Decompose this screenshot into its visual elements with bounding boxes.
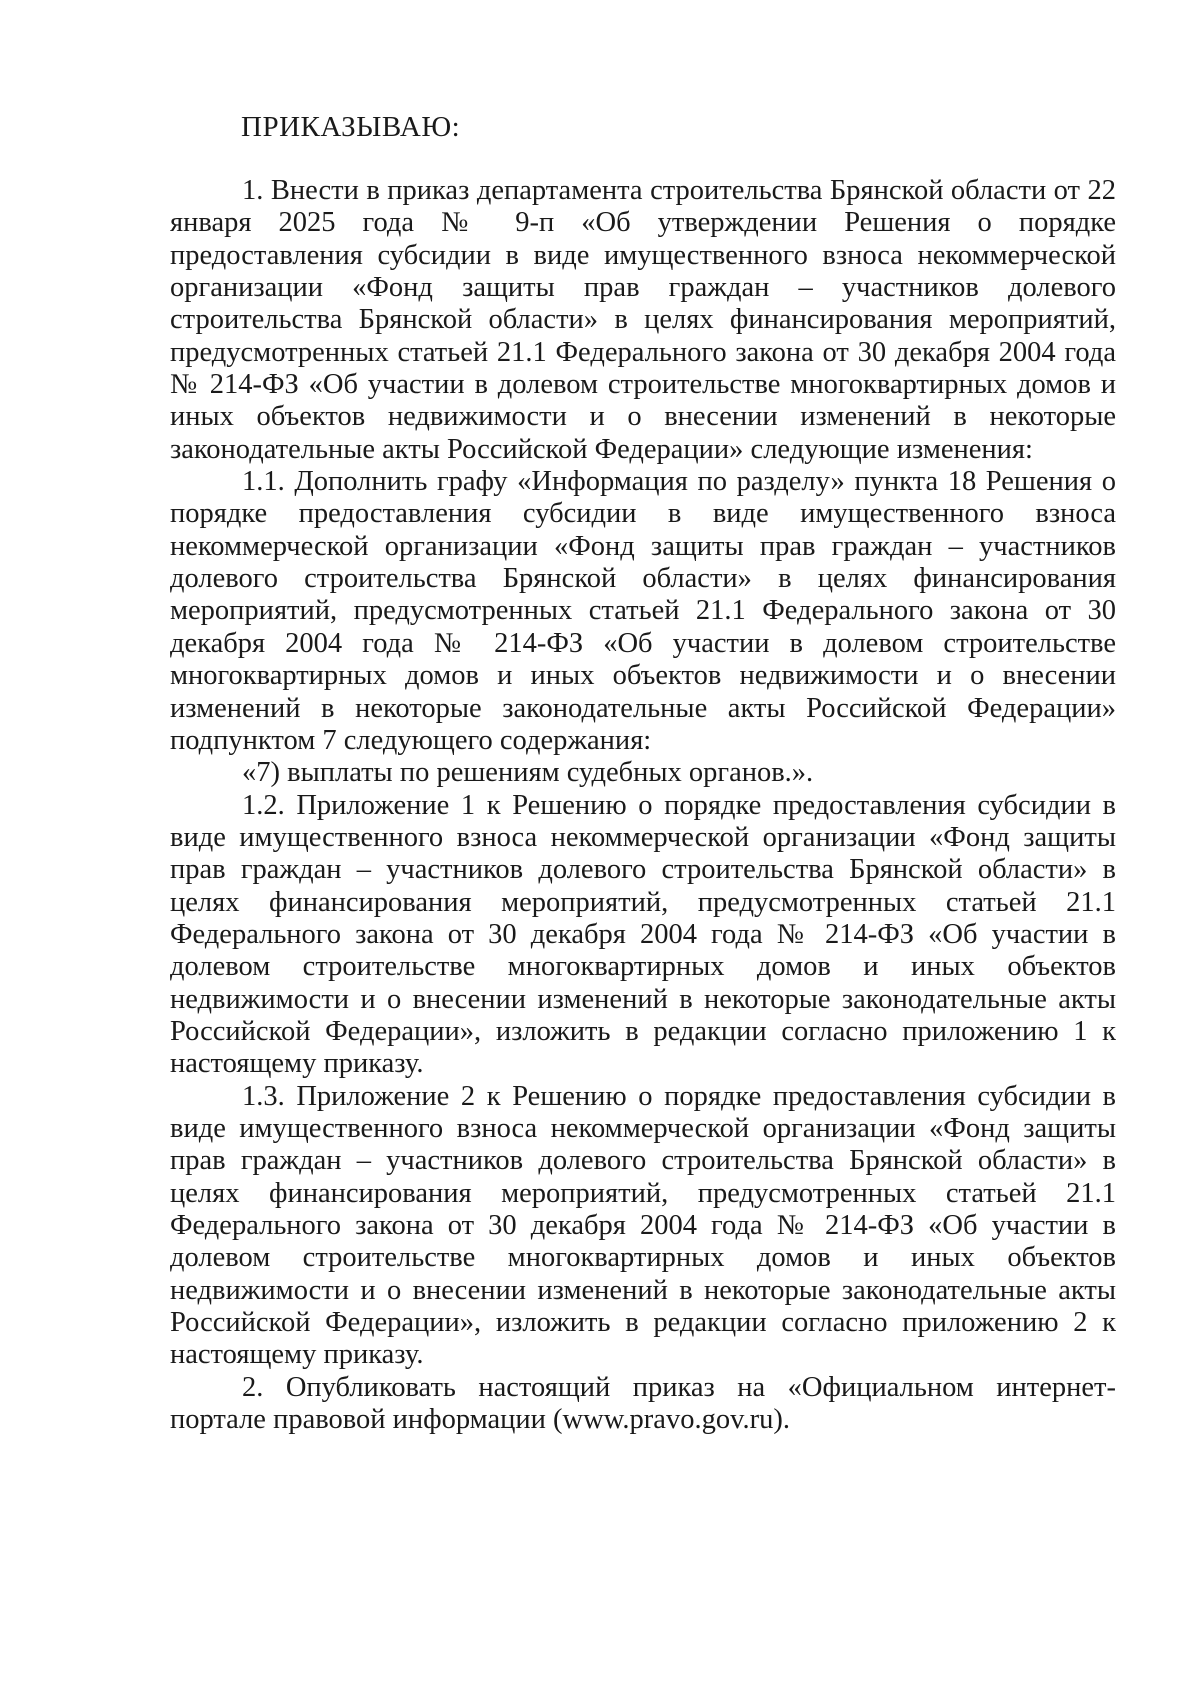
paragraph-item-2: 2. Опубликовать настоящий приказ на «Официальном интернет-портале правовой информации (www.pravo.gov.ru). [170, 1371, 1116, 1436]
paragraph-item-1-1: 1.1. Дополнить графу «Информация по разделу» пункта 18 Решения о порядке предоставления субсидии в виде имущественного взноса некоммерческой организации «Фонд защиты прав граждан – участников долевого строительства Брянской области» в целях финансирования мероприятий, предусмотренных статьей 21.1 Федерального закона от 30 декабря 2004 года № 214-ФЗ «Об участии в долевом строительстве многоквартирных домов и иных объектов недвижимости и о внесении изменений в некоторые законодательные акты Российской Федерации» подпунктом 7 следующего содержания: [170, 466, 1116, 756]
document-body [170, 175, 1116, 1436]
paragraph-item-1-3: 1.3. Приложение 2 к Решению о порядке предоставления субсидии в виде имущественного взноса некоммерческой организации «Фонд защиты прав граждан – участников долевого строительства Брянской области» в целях финансирования мероприятий, предусмотренных статьей 21.1 Федерального закона от 30 декабря 2004 года № 214-ФЗ «Об участии в долевом строительстве многоквартирных домов и иных объектов недвижимости и о внесении изменений в некоторые законодательные акты Российской Федерации», изложить в редакции согласно приложению 2 к настоящему приказу. [170, 1080, 1116, 1371]
paragraph-quote-subitem-7: «7) выплаты по решениям судебных органов.». [242, 757, 814, 789]
order-heading: ПРИКАЗЫВАЮ: [241, 111, 461, 143]
paragraph-item-1: 1. Внести в приказ департамента строительства Брянской области от 22 января 2025 года № 9-п «Об утверждении Решения о порядке предоставления субсидии в виде имущественного взноса некоммерческой организации «Фонд защиты прав граждан – участников долевого строительства Брянской области» в целях финансирования мероприятий, предусмотренных статьей 21.1 Федерального закона от 30 декабря 2004 года № 214-ФЗ «Об участии в долевом строительстве многоквартирных домов и иных объектов недвижимости и о внесении изменений в некоторые законодательные акты Российской Федерации» следующие изменения: [170, 175, 1116, 465]
paragraph-item-1-2: 1.2. Приложение 1 к Решению о порядке предоставления субсидии в виде имущественного взноса некоммерческой организации «Фонд защиты прав граждан – участников долевого строительства Брянской области» в целях финансирования мероприятий, предусмотренных статьей 21.1 Федерального закона от 30 декабря 2004 года № 214-ФЗ «Об участии в долевом строительстве многоквартирных домов и иных объектов недвижимости и о внесении изменений в некоторые законодательные акты Российской Федерации», изложить в редакции согласно приложению 1 к настоящему приказу. [170, 789, 1116, 1080]
